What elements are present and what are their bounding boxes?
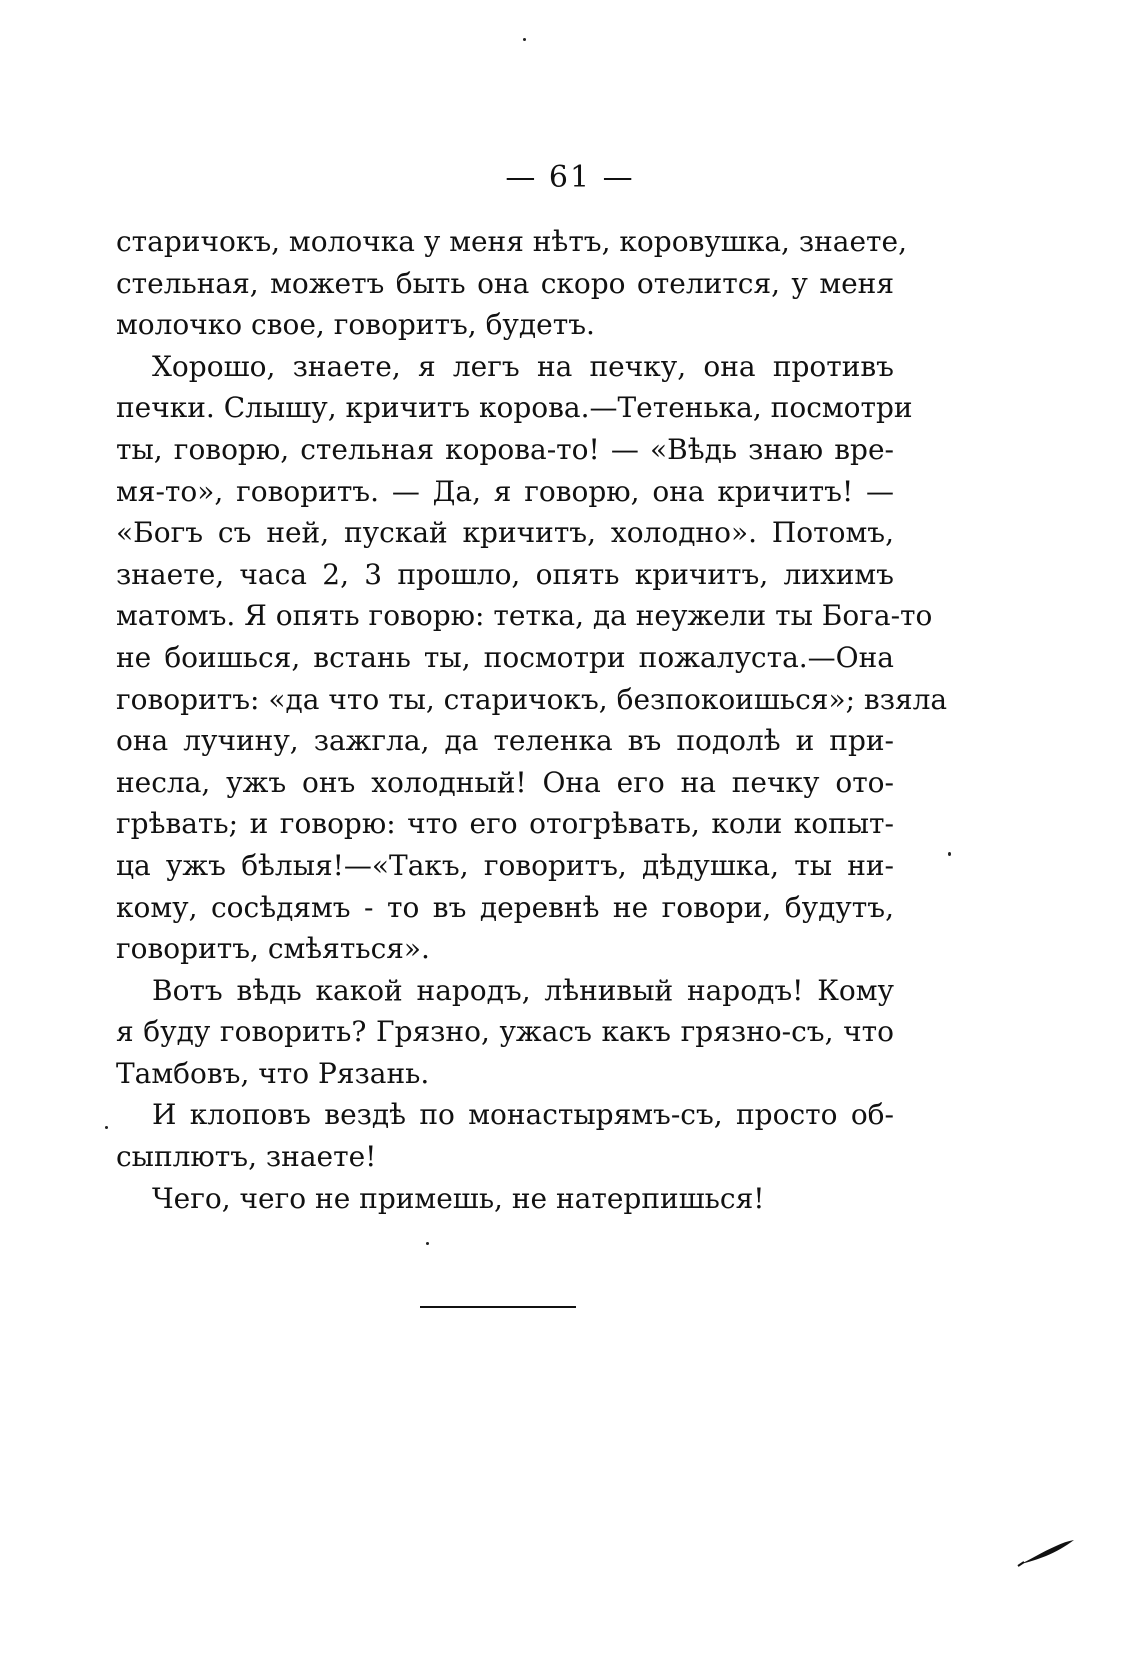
print-speck <box>948 852 951 856</box>
text-line: И клоповъ вездѣ по монастырямъ-съ, просто об- <box>152 1098 894 1132</box>
text-line: печки. Слышу, кричитъ корова.—Тетенька, посмотри <box>116 391 913 425</box>
text-line: говоритъ: «да что ты, старичокъ, безпокоишься»; взяла <box>116 682 948 716</box>
text-line: старичокъ, молочка у меня нѣтъ, коровушка, знаете, <box>116 225 907 258</box>
text-line: кому, сосѣдямъ - то въ деревнѣ не говори, будутъ, <box>116 890 894 924</box>
page-number: — 61 — <box>505 160 635 195</box>
text-line: Тамбовъ, что Рязань. <box>116 1056 430 1090</box>
section-divider <box>420 1306 576 1308</box>
text-line: знаете, часа 2, 3 прошло, опять кричитъ, лихимъ <box>116 557 894 591</box>
text-line: ца ужъ бѣлыя!—«Такъ, говоритъ, дѣдушка, ты ни- <box>116 848 894 882</box>
text-line: матомъ. Я опять говорю: тетка, да неужели ты Бога-то <box>116 599 933 633</box>
print-speck <box>105 1126 108 1129</box>
ink-mark-icon <box>1016 1538 1076 1568</box>
text-body <box>116 221 948 1219</box>
text-line: молочко свое, говоритъ, будетъ. <box>116 308 595 342</box>
text-line: грѣвать; и говорю: что его отогрѣвать, коли копыт- <box>116 807 894 841</box>
text-line: мя-то», говоритъ. — Да, я говорю, она кричитъ! — <box>116 474 894 508</box>
text-line: ты, говорю, стельная корова-то! — «Вѣдь знаю вре- <box>116 432 894 466</box>
text-line: сыплютъ, знаете! <box>116 1140 377 1174</box>
text-line: стельная, можетъ быть она скоро отелится, у меня <box>116 266 894 300</box>
text-line: несла, ужъ онъ холодный! Она его на печку ото- <box>116 765 894 799</box>
text-line: не боишься, встань ты, посмотри пожалуста.—Она <box>116 640 894 674</box>
text-line: Чего, чего не примешь, не натерпишься! <box>152 1181 765 1215</box>
print-speck <box>426 1242 429 1245</box>
text-line: я буду говорить? Грязно, ужасъ какъ грязно-съ, что <box>116 1015 894 1049</box>
text-line: она лучину, зажгла, да теленка въ подолѣ и при- <box>116 724 894 758</box>
text-line: «Богъ съ ней, пускай кричитъ, холодно». Потомъ, <box>116 516 894 550</box>
text-line: Вотъ вѣдь какой народъ, лѣнивый народъ! Кому <box>152 973 894 1007</box>
print-speck <box>523 38 526 41</box>
text-line: Хорошо, знаете, я легъ на печку, она противъ <box>152 349 894 383</box>
text-line: говоритъ, смѣяться». <box>116 932 430 966</box>
